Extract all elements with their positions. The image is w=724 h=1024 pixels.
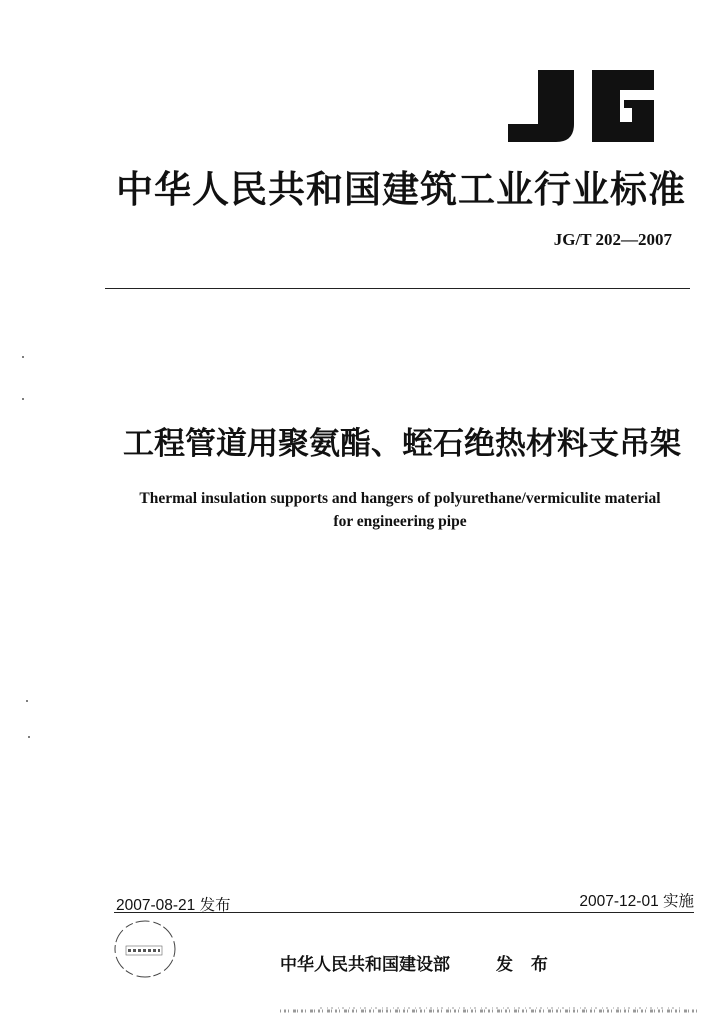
standard-type-heading: 中华人民共和国建筑工业行业标准	[116, 168, 686, 211]
jg-logo	[508, 66, 658, 146]
document-title-english-line2: for engineering pipe	[333, 513, 467, 530]
publisher-name: 中华人民共和国建设部	[280, 955, 450, 975]
scan-speck	[26, 700, 28, 702]
scan-speck	[22, 398, 24, 400]
header-divider	[105, 288, 690, 289]
publish-label: 发 布	[496, 955, 554, 975]
document-title-english-line1: Thermal insulation supports and hangers of polyurethane/vermiculite material	[139, 490, 661, 507]
scan-noise-strip	[280, 1004, 700, 1018]
standard-number: JG/T 202—2007	[553, 230, 672, 249]
scan-speck	[22, 356, 24, 358]
implementation-date: 2007-12-01 实施	[579, 893, 694, 910]
issue-date: 2007-08-21 发布	[116, 897, 231, 914]
scan-speck	[28, 736, 30, 738]
anti-counterfeit-stamp	[112, 916, 178, 982]
document-title-chinese: 工程管道用聚氨酯、蛭石绝热材料支吊架	[123, 426, 681, 462]
footer-divider	[114, 912, 694, 913]
